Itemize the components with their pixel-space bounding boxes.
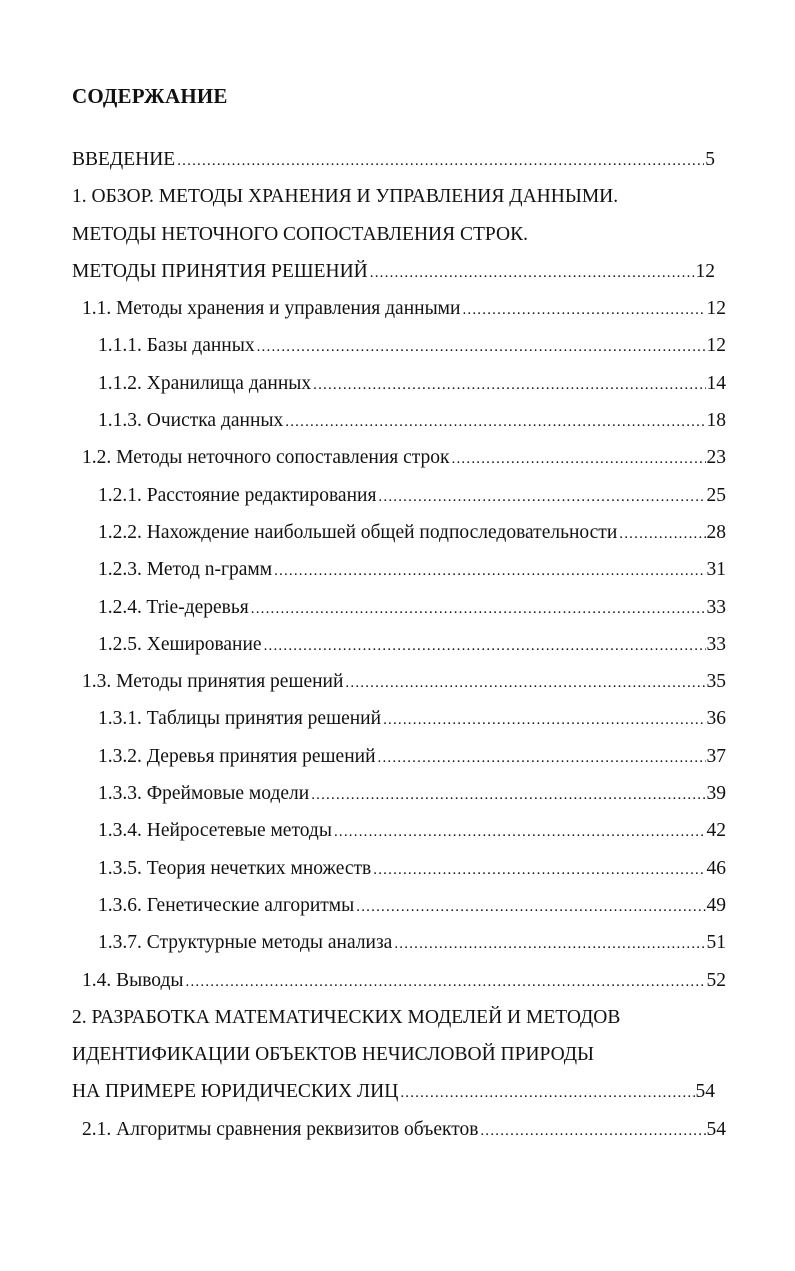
toc-entry-text: 1.4. Выводы: [82, 969, 184, 991]
dot-leader: [186, 964, 706, 1001]
toc-entry-text: 2.1. Алгоритмы сравнения реквизитов объектов: [82, 1118, 479, 1140]
dot-leader: [452, 441, 706, 478]
dot-leader: [274, 553, 705, 590]
toc-entry-page: 28: [706, 521, 726, 543]
toc-entry-page: 36: [706, 708, 726, 730]
dot-leader: [619, 516, 705, 553]
toc-entry-text: 1.1.2. Хранилища данных: [98, 372, 312, 394]
toc-entry-page: 5: [705, 149, 715, 170]
toc-entry: [0, 327, 726, 364]
toc-entry: [0, 514, 726, 551]
toc-heading-line: [0, 178, 795, 215]
toc-entry: [0, 402, 726, 439]
dot-leader: [394, 926, 705, 963]
dot-leader: [311, 777, 705, 814]
dot-leader: [356, 889, 705, 926]
toc-entry-page: 25: [706, 484, 726, 506]
toc-entry-page: 49: [706, 894, 726, 916]
toc-entry: [0, 626, 726, 663]
toc-entry-text: 1.2.5. Хеширование: [98, 633, 262, 655]
toc-entry: [0, 1073, 715, 1110]
toc-entry-text: 1.2.1. Расстояние редактирования: [98, 484, 377, 506]
toc-entry-page: 42: [706, 820, 726, 842]
dot-leader: [257, 329, 706, 366]
toc-entry: [0, 439, 726, 476]
toc-entry-text: 1.3.4. Нейросетевые методы: [98, 820, 332, 842]
toc-entry-page: 46: [706, 857, 726, 879]
toc-entry-page: 54: [706, 1118, 726, 1140]
dot-leader: [345, 665, 705, 702]
toc-entry: [0, 924, 726, 961]
toc-entry-text: 2. РАЗРАБОТКА МАТЕМАТИЧЕСКИХ МОДЕЛЕЙ И МЕТОДОВ: [72, 1006, 621, 1028]
toc-entry-text: 1.1.3. Очистка данных: [98, 410, 284, 432]
toc-entry: [0, 1111, 726, 1148]
dot-leader: [251, 591, 706, 628]
toc-entry: [0, 663, 726, 700]
toc-entry-page: 51: [706, 932, 726, 954]
toc-entry-text: 1.2.4. Trie-деревья: [98, 596, 249, 618]
dot-leader: [378, 479, 705, 516]
toc-entry: [0, 850, 726, 887]
toc-heading-line: [0, 999, 795, 1036]
toc-entry: [0, 290, 726, 327]
toc-entry: [0, 775, 726, 812]
toc-entry-page: 33: [706, 633, 726, 655]
dot-leader: [480, 1113, 705, 1150]
toc-entry-page: 35: [706, 671, 726, 693]
toc-entry-page: 12: [706, 335, 726, 357]
toc-entry: [0, 812, 726, 849]
toc-entry-page: 23: [706, 447, 726, 469]
toc-entry: [0, 700, 726, 737]
toc-entry-text: 1.1.1. Базы данных: [98, 335, 255, 357]
toc-entry-page: 12: [706, 298, 726, 320]
dot-leader: [378, 740, 706, 777]
toc-entry-page: 33: [706, 596, 726, 618]
toc-heading-line: [0, 1036, 795, 1073]
toc-entry-text: ВВЕДЕНИЕ: [72, 149, 176, 170]
toc-entry-text: МЕТОДЫ НЕТОЧНОГО СОПОСТАВЛЕНИЯ СТРОК.: [72, 223, 528, 245]
toc-entry-text: 1.3.5. Теория нечетких множеств: [98, 857, 372, 879]
toc-entry-page: 37: [706, 745, 726, 767]
dot-leader: [462, 292, 705, 329]
dot-leader: [383, 702, 705, 739]
toc-entry-text: НА ПРИМЕРЕ ЮРИДИЧЕСКИХ ЛИЦ: [72, 1081, 399, 1103]
toc-entry-page: 18: [706, 410, 726, 432]
toc-entry-page: 54: [695, 1081, 715, 1103]
toc-entry-text: ИДЕНТИФИКАЦИИ ОБЪЕКТОВ НЕЧИСЛОВОЙ ПРИРОДЫ: [72, 1044, 595, 1066]
toc-entry-page: 39: [706, 783, 726, 805]
dot-leader: [177, 143, 704, 180]
toc-entry-page: 12: [695, 260, 715, 282]
toc-entry-page: 14: [706, 372, 726, 394]
dot-leader: [285, 404, 705, 441]
toc-entry-page: 52: [706, 969, 726, 991]
toc-entry: [0, 962, 726, 999]
dot-leader: [334, 814, 706, 851]
toc-entry-text: МЕТОДЫ ПРИНЯТИЯ РЕШЕНИЙ: [72, 260, 368, 282]
dot-leader: [264, 628, 706, 665]
toc-entry: [0, 738, 726, 775]
toc-entry: [0, 141, 715, 178]
toc-entry-text: 1. ОБЗОР. МЕТОДЫ ХРАНЕНИЯ И УПРАВЛЕНИЯ ДАННЫМИ.: [72, 186, 619, 208]
toc-entry-text: 1.3.1. Таблицы принятия решений: [98, 708, 382, 730]
toc-entry: [0, 551, 726, 588]
toc-entry-text: 1.3.6. Генетические алгоритмы: [98, 894, 355, 916]
toc-entry-text: 1.3. Методы принятия решений: [82, 671, 344, 693]
toc-entry: [0, 477, 726, 514]
table-of-contents: [0, 141, 795, 1148]
toc-heading-line: [0, 216, 795, 253]
dot-leader: [400, 1075, 694, 1112]
toc-entry: [0, 365, 726, 402]
toc-entry-text: 1.3.2. Деревья принятия решений: [98, 745, 376, 767]
dot-leader: [313, 367, 705, 404]
toc-entry-text: 1.2.2. Нахождение наибольшей общей подпоследовательности: [98, 521, 618, 543]
toc-entry-page: 31: [706, 559, 726, 581]
toc-entry-text: 1.2. Методы неточного сопоставления строк: [82, 447, 450, 469]
toc-entry-text: 1.2.3. Метод n-грамм: [98, 559, 273, 581]
toc-entry: [0, 887, 726, 924]
toc-entry-text: 1.3.7. Структурные методы анализа: [98, 932, 393, 954]
dot-leader: [370, 255, 695, 292]
toc-entry-text: 1.3.3. Фреймовые модели: [98, 783, 310, 805]
toc-entry-text: 1.1. Методы хранения и управления данными: [82, 298, 461, 320]
toc-title: СОДЕРЖАНИЕ: [72, 84, 228, 108]
toc-entry: [0, 589, 726, 626]
toc-entry: [0, 253, 715, 290]
dot-leader: [373, 852, 705, 889]
